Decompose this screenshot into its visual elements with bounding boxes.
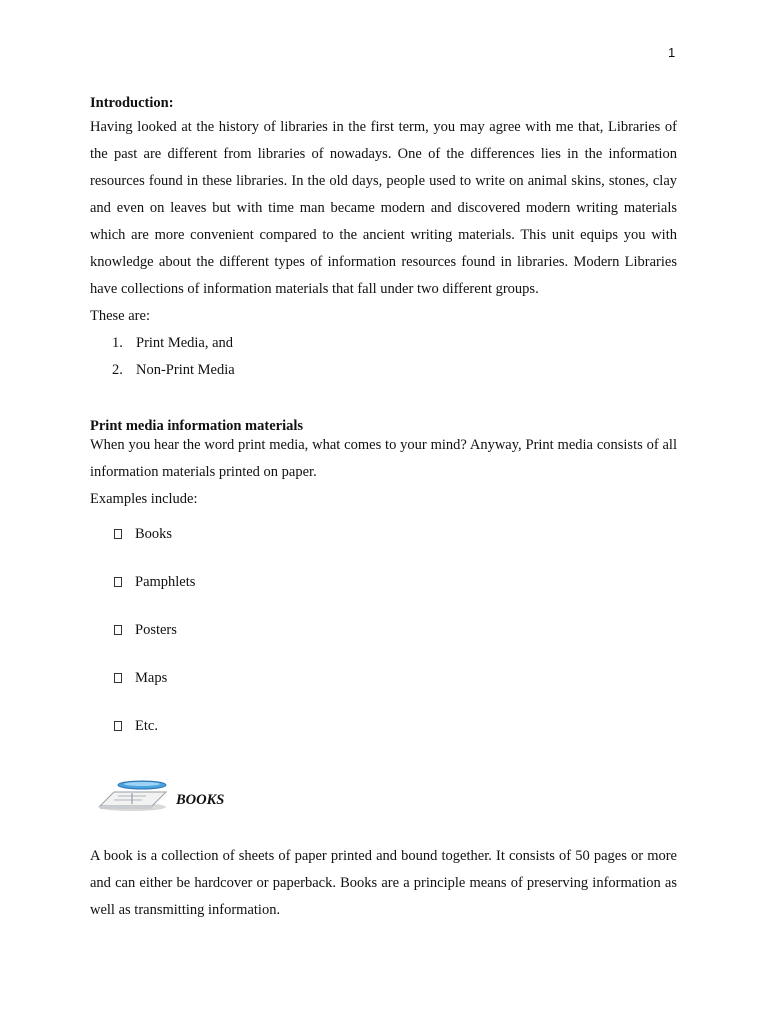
list-item bbox=[90, 521, 195, 569]
book-clipart-icon bbox=[94, 780, 170, 812]
intro-heading: Introduction: bbox=[90, 95, 174, 111]
list-item-label: Print Media, and bbox=[136, 335, 234, 351]
books-heading-row bbox=[94, 780, 224, 812]
list-number: 1. bbox=[112, 335, 123, 351]
bullet-box-icon bbox=[114, 721, 122, 731]
list-item bbox=[90, 713, 195, 761]
books-heading: BOOKS bbox=[176, 791, 225, 808]
page-content bbox=[90, 92, 677, 918]
list-item-label: Etc. bbox=[135, 718, 158, 734]
bullet-box-icon bbox=[114, 625, 122, 635]
list-item bbox=[90, 569, 195, 617]
examples-intro: Examples include: bbox=[90, 491, 198, 507]
list-item bbox=[90, 357, 677, 384]
page-number: 1 bbox=[668, 45, 676, 60]
list-item bbox=[90, 665, 195, 713]
examples-list bbox=[90, 521, 195, 761]
bullet-box-icon bbox=[114, 577, 122, 587]
list-item-label: Pamphlets bbox=[135, 574, 196, 590]
list-item-label: Posters bbox=[135, 622, 177, 638]
bullet-box-icon bbox=[114, 673, 122, 683]
list-item bbox=[90, 617, 195, 665]
print-media-heading: Print media information materials bbox=[90, 418, 304, 434]
list-item bbox=[90, 330, 677, 357]
print-media-paragraph: When you hear the word print media, what comes to your mind? Anyway, Print media consists of all information materials printed on paper. bbox=[90, 437, 677, 480]
list-number: 2. bbox=[112, 362, 123, 378]
books-paragraph: A book is a collection of sheets of paper printed and bound together. It consists of 50 pages or more and can either be hardcover or paperback. Books are a principle means of preserving information as well as transmitting information. bbox=[90, 848, 677, 918]
intro-paragraph: Having looked at the history of libraries in the first term, you may agree with me that, Libraries of the past are different from libraries of nowadays. One of the differences lies in the information resources found in these libraries. In the old days, people used to write on animal skins, stones, clay and even on leaves but with time man became modern and discovered modern writing materials which are more convenient compared to the ancient writing materials. This unit equips you with knowledge about the different types of information resources found in libraries. Modern Libraries have collections of information materials that fall under two different groups. bbox=[90, 119, 677, 297]
list-item-label: Maps bbox=[135, 670, 168, 686]
groups-list bbox=[90, 330, 677, 384]
bullet-box-icon bbox=[114, 529, 122, 539]
these-are-text: These are: bbox=[90, 308, 150, 324]
list-item-label: Non-Print Media bbox=[136, 362, 235, 378]
list-item-label: Books bbox=[135, 526, 173, 542]
